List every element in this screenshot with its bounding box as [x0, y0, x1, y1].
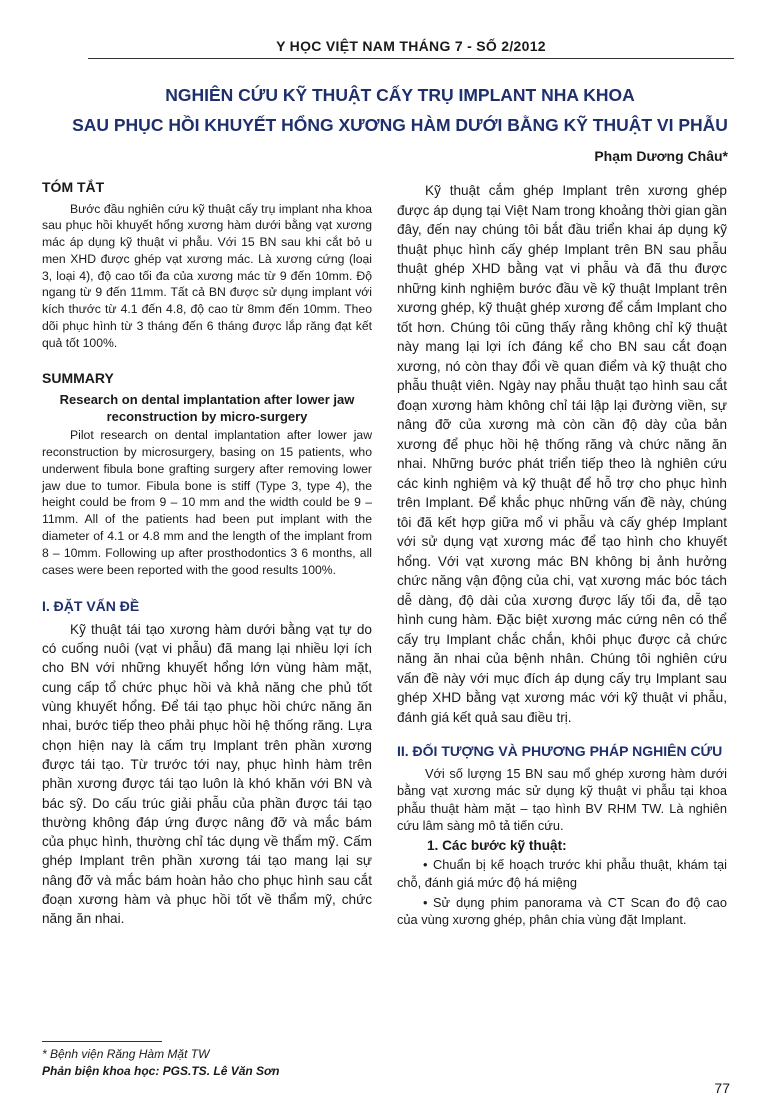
summary-title: Research on dental implantation after lower jaw reconstruction by micro-surgery — [59, 392, 355, 425]
footnote-reviewer: Phản biện khoa học: PGS.TS. Lê Văn Sơn — [42, 1064, 280, 1078]
bullet-mark: • — [423, 894, 428, 910]
bullet-mark: • — [423, 857, 428, 873]
left-column — [42, 167, 372, 929]
section-1-text: Kỹ thuật tái tạo xương hàm dưới bằng vạt tự do có cuống nuôi (vạt vi phẫu) đã mang lại nhiều lợi ích cho BN với những khuyết hổng lớn vùng hàm mặt, cung cấp tổ chức phục hồi và khả năng che phủ tốt vùng khuyết hổng. Để tái tạo phục hồi chức năng ăn nhai, bước tiếp theo phải phục hồi hệ thống răng. Lựa chọn hiện nay là cấm trụ Implant trên phần xương được tái tạo. Từ trước tới nay, phục hình hàm trên phần xương được tái tạo luôn là khó khăn với BN và bác sỹ. Do cấu trúc giải phẫu của phần được tái tạo thường không đáp ứng được nâng đỡ và mắc bám của phục hình, thường chỉ tác dụng về thẩm mỹ. Cấm ghép Implant trên phần xương tái tạo mang lại sự nâng đỡ và mắc bám hoàn hảo cho phục hình sau cắt đoạn xương hàm và phục hồi tốt về thẩm mỹ, chức năng ăn nhai. — [42, 621, 372, 927]
summary-text: Pilot research on dental implantation after lower jaw reconstruction by microsurgery, basing on 15 patients, who underwent fibula bone grafting surgery after removing lower jaw due to tumor. Fibula bone is stiff (Type 3, type 4), the height could be from 9 – 10 mm and the width could be 9 – 11mm. All of the patients had been put implant with the diameter of 4.1 or 4.8 mm and the length of the implant from 8 – 10mm. Following up after prosthodontics 3 6 months, all cases were been reported with the good results 100%. — [42, 428, 372, 577]
section-2-subheading: 1. Các bước kỹ thuật: — [427, 837, 567, 853]
summary-heading: SUMMARY — [42, 369, 114, 386]
bullet-item — [397, 856, 727, 891]
section-1-text-cont: Kỹ thuật cắm ghép Implant trên xương ghép được áp dụng tại Việt Nam trong khoảng thời gian gần đây, đến nay chúng tôi bắt đầu triển khai áp dụng kỹ thuật phục hình cấy ghép Implant trên BN sau phẫu thuật ghép XHD bằng vạt vi phẫu và đã thu được những kinh nghiệm bước đầu về kỹ thuật Implant trên xương ghép, kỹ thuật ghép xương để cắm Implant cho tốt hơn. Chúng tôi cũng thấy rằng không chỉ kỹ thuật này mang lại lợi ích đáng kể cho BN sau cắt đoạn xương, nó còn thay đổi về quan điểm và kỹ thuật cho phẫu thuật viên. Ngày nay phẫu thuật tạo hình sau cắt đoạn xương hàm không chỉ tái lập lại đường viền, sự nâng đỡ của xương mà còn cần độ dày của bản xương để phục hồi hệ thống răng và chức năng ăn nhai. Những bước phát triển tiếp theo là nghiên cứu các kinh nghiệm và kỹ thuật để hỗ trợ cho phục hình trên Implant. Để khắc phục những vấn đề này, chúng tôi đã kết hợp giữa mổ vi phẫu và cấy ghép Implant với sử dụng vạt xương mác để tạo hình cho khuyết hổng. Với vạt xương mác BN không bị ảnh hưởng chức năng vận động của chi, vạt xương mác bóc tách dễ dàng, độ dài của xương được lấy tối đa, dễ tạo hình cung hàm. Đặc biệt xương mác cứng nên có thể cấy trụ Implant chắc chắn, khôi phục được cả chức năng ăn nhai của bệnh nhân. Chúng tôi nghiên cứu vấn đề này với mục đích áp dụng cấy trụ Implant sau ghép XHD bằng vạt xương mác với kỹ thuật vi phẫu, đánh giá kết quả sau điều trị. — [397, 183, 727, 725]
title-line-1: NGHIÊN CỨU KỸ THUẬT CẤY TRỤ IMPLANT NHA KHOA — [165, 85, 635, 105]
article-title — [60, 80, 740, 140]
bullet-item — [397, 894, 727, 929]
section-2-text: Với số lượng 15 BN sau mổ ghép xương hàm dưới bằng vạt xương mác sử dụng kỹ thuật vi phẫu tại khoa phẫu thuật hàm mặt – tạo hình BV RHM TW. Là nghiên cứu lâm sàng mô tả tiến cứu. — [397, 765, 727, 834]
author: Phạm Dương Châu* — [594, 148, 728, 164]
section-1-heading: I. ĐẶT VẤN ĐỀ — [42, 598, 140, 615]
footnote-rule — [42, 1041, 162, 1042]
abstract-text: Bước đầu nghiên cứu kỹ thuật cấy trụ implant nha khoa sau phục hồi khuyết hổng xương hàm dưới bằng vạt xương mác áp dụng kỹ thuật vi phẫu. Với 15 BN sau khi cắt bỏ u men XHD được ghép vạt xương mác. Là xương cứng (loại 3, loại 4), độ cao tối đa của xương mác từ 9 đến 10mm. Độ ngang từ 9 đến 11mm. Tất cả BN được sử dụng implant với kích thước từ 4.1 đến 4.8, độ cao từ 8mm đến 10mm. Theo dõi phục hình từ 3 tháng đến 6 tháng được lắp răng đạt kết quả tốt 100%. — [42, 201, 372, 350]
journal-header: Y HỌC VIỆT NAM THÁNG 7 - SỐ 2/2012 — [276, 38, 546, 54]
footnote-affiliation: * Bệnh viện Răng Hàm Mặt TW — [42, 1047, 210, 1061]
abstract-heading: TÓM TẮT — [42, 179, 105, 195]
section-2-heading: II. ĐỐI TƯỢNG VÀ PHƯƠNG PHÁP NGHIÊN CỨU — [397, 743, 723, 759]
right-column — [397, 181, 727, 929]
page-number: 77 — [714, 1080, 730, 1096]
title-line-2: SAU PHỤC HỒI KHUYẾT HỔNG XƯƠNG HÀM DƯỚI BẰNG KỸ THUẬT VI PHẪU — [72, 115, 728, 135]
bullet-text: Sử dụng phim panorama và CT Scan đo độ cao của vùng xương ghép, phân chia vùng đặt Implant. — [397, 894, 727, 928]
header-rule — [88, 58, 734, 59]
bullet-text: Chuẩn bị kế hoạch trước khi phẫu thuật, khám tại chỗ, đánh giá mức độ há miệng — [397, 857, 727, 890]
